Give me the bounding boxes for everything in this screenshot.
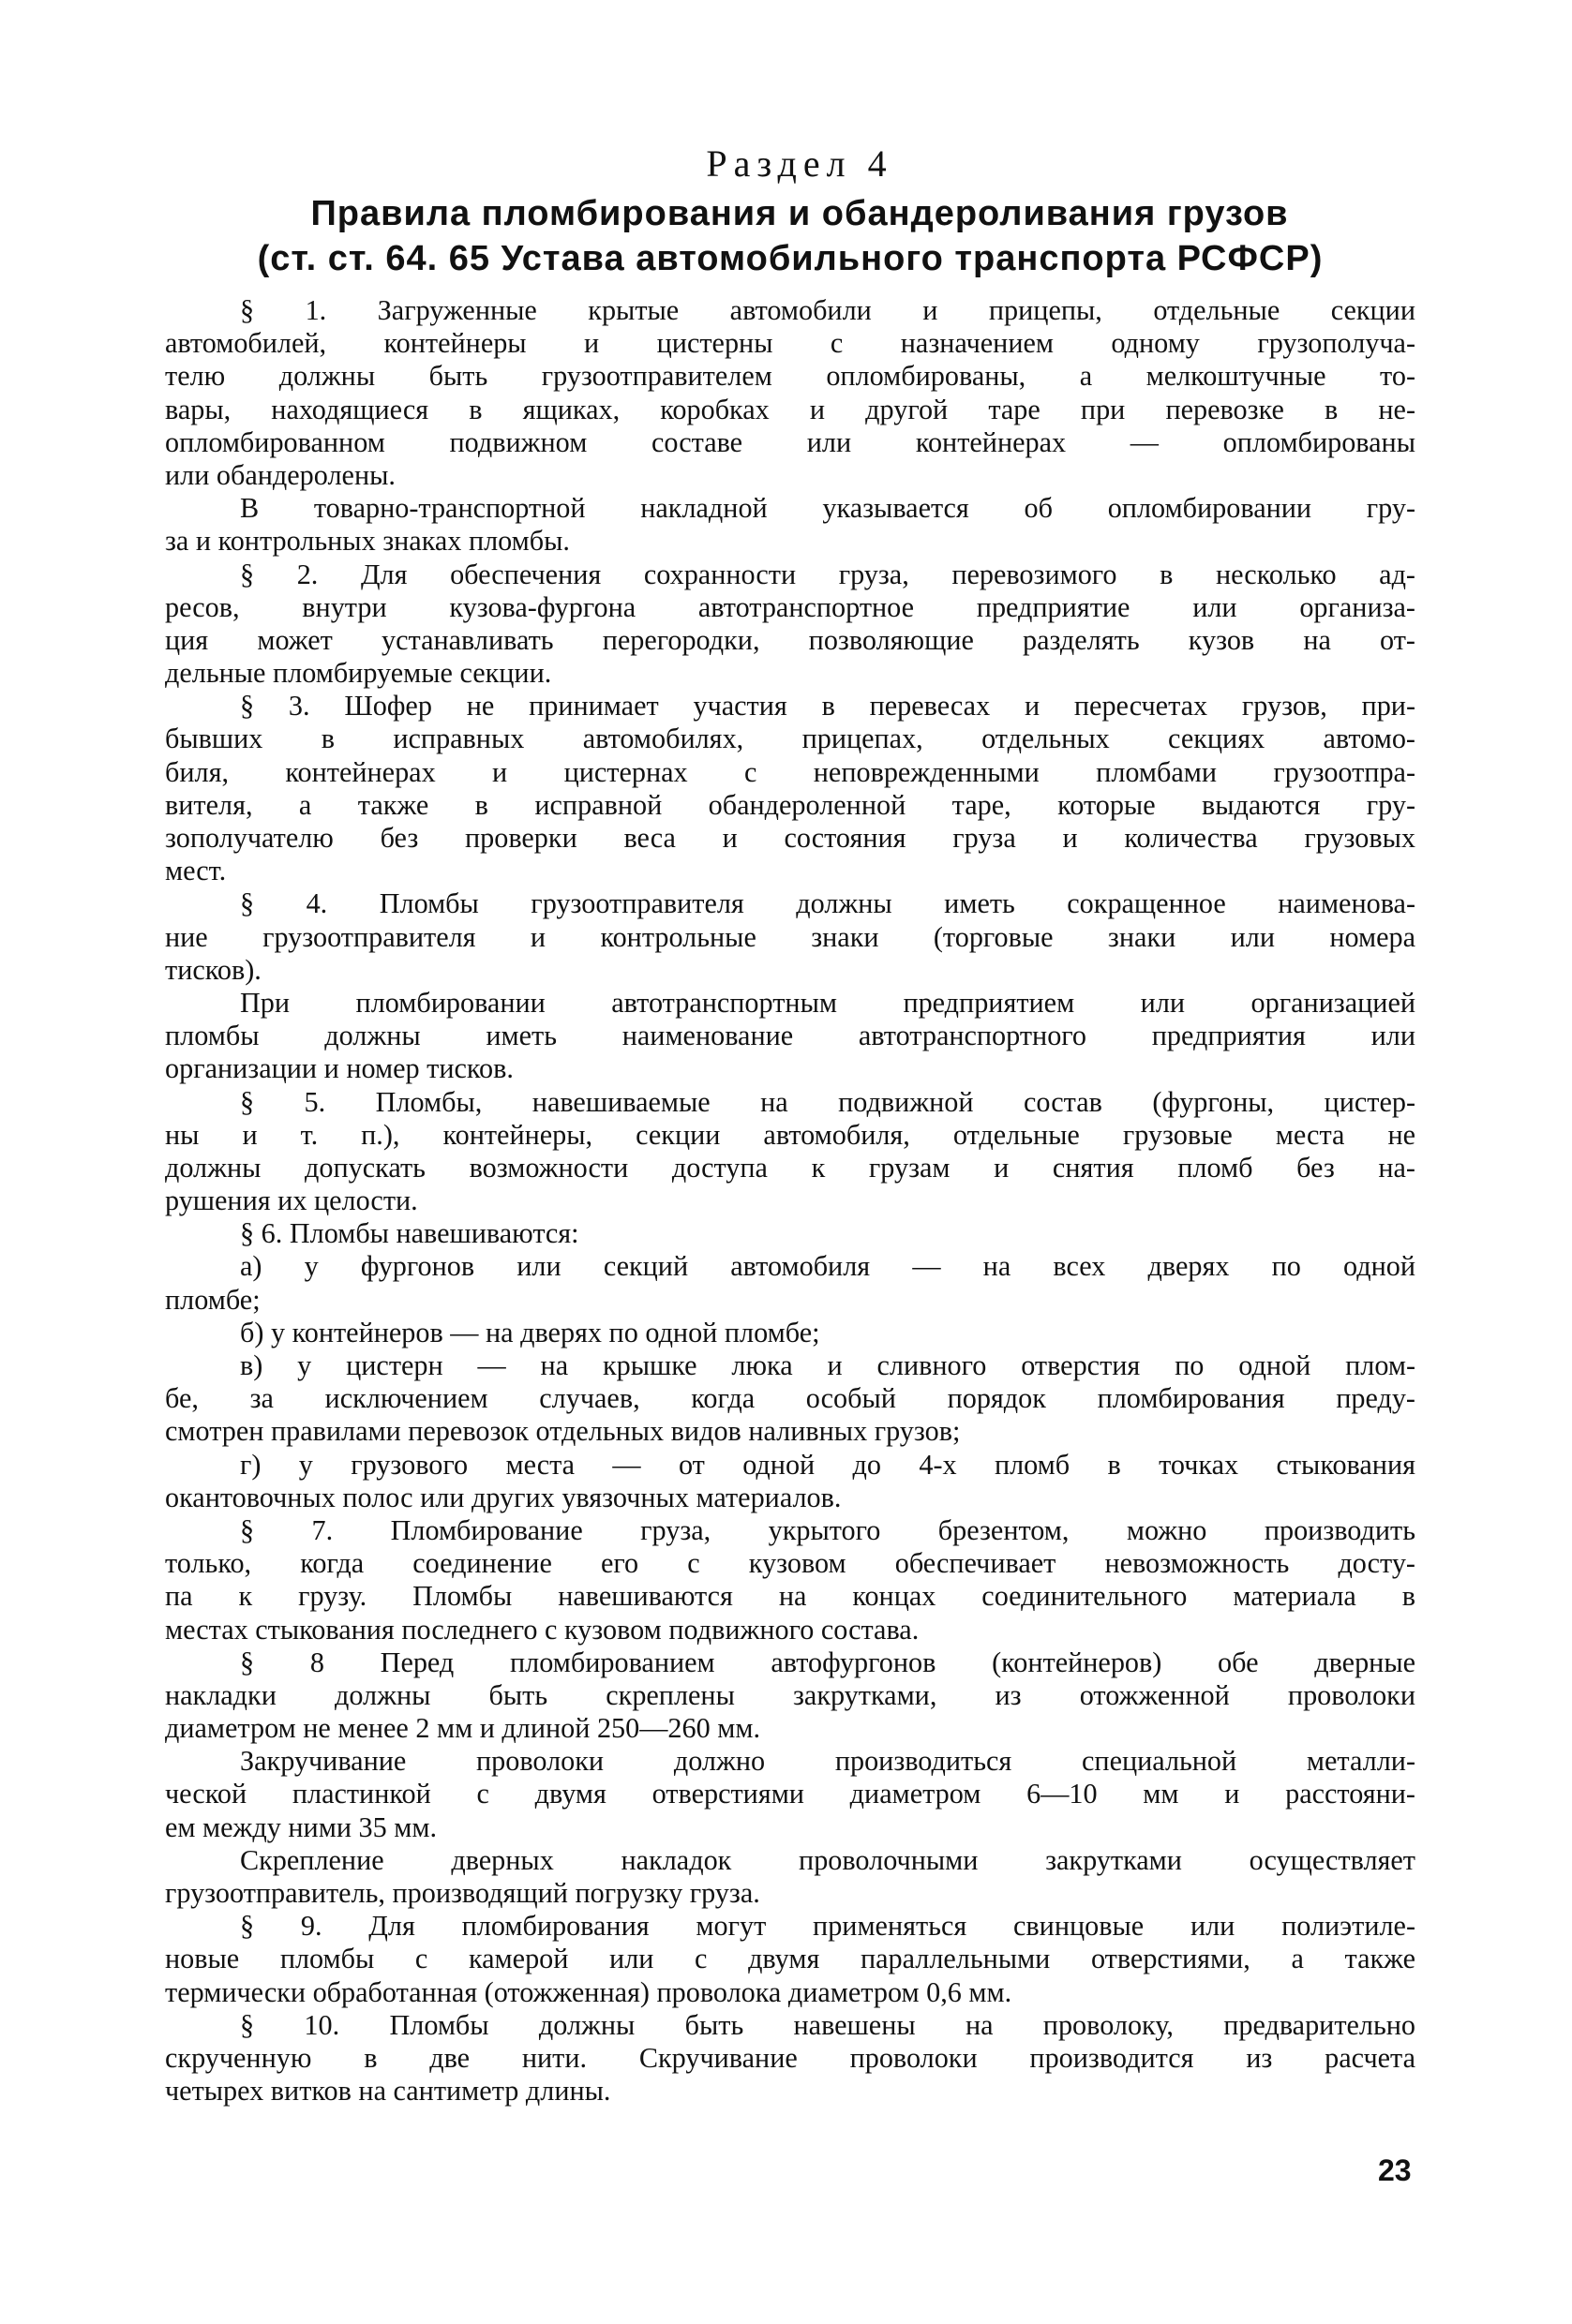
page-number: 23 <box>1378 2153 1412 2187</box>
text-line: § 6. Пломбы навешиваются: <box>240 1217 579 1250</box>
text-line: окантовочных полос или других увязочных материалов. <box>165 1481 842 1513</box>
text-line: § 2. Для обеспечения сохранности груза, перевозимого в несколько ад- <box>240 558 1415 590</box>
text-line: § 3. Шофер не принимает участия в перевесах и пересчетах грузов, при- <box>240 690 1415 723</box>
text-line: биля, контейнерах и цистернах с неповрежденными пломбами грузоотпра- <box>165 755 1415 788</box>
text-line: мест. <box>165 855 227 887</box>
text-line: § 4. Пломбы грузоотправителя должны иметь сокращенное наименова- <box>240 887 1415 920</box>
text-line: только, когда соединение его с кузовом обеспечивает невозможность досту- <box>165 1547 1415 1580</box>
text-line: скрученную в две нити. Скручивание проволоки производится из расчета <box>165 2041 1415 2074</box>
text-line: ресов, внутри кузова-фургона автотранспортное предприятие или организа- <box>165 590 1415 623</box>
text-line: телю должны быть грузоотправителем опломбированы, а мелкоштучные то- <box>165 360 1415 393</box>
text-line: автомобилей, контейнеры и цистерны с назначением одному грузополуча- <box>165 327 1415 360</box>
text-line: четырех витков на сантиметр длины. <box>165 2075 611 2108</box>
text-line: § 7. Пломбирование груза, укрытого брезентом, можно производить <box>240 1513 1415 1546</box>
text-line: диаметром не менее 2 мм и длиной 250—260 мм. <box>165 1712 761 1745</box>
text-line: за и контрольных знаках пломбы. <box>165 525 570 558</box>
text-line: б) у контейнеров — на дверях по одной пломбе; <box>240 1316 820 1348</box>
text-line: или обандеролены. <box>165 458 396 491</box>
text-line: § 1. Загруженные крытые автомобили и прицепы, отдельные секции <box>240 294 1415 326</box>
text-line: местах стыкования последнего с кузовом подвижного состава. <box>165 1613 920 1646</box>
text-line: в) у цистерн — на крышке люка и сливного отверстия по одной плом- <box>240 1349 1415 1381</box>
body-text <box>165 294 1415 2108</box>
page-content <box>165 141 1415 2108</box>
text-line: смотрен правилами перевозок отдельных видов наливных грузов; <box>165 1415 961 1448</box>
text-line: ческой пластинкой с двумя отверстиями диаметром 6—10 мм и расстояни- <box>165 1778 1415 1810</box>
text-line: па к грузу. Пломбы навешиваются на концах соединительного материала в <box>165 1580 1415 1613</box>
text-line: § 5. Пломбы, навешиваемые на подвижной состав (фургоны, цистер- <box>240 1085 1415 1118</box>
text-line: пломбы должны иметь наименование автотранспортного предприятия или <box>165 1020 1415 1052</box>
text-line: тисков). <box>165 953 262 986</box>
text-line: При пломбировании автотранспортным предприятием или организацией <box>240 986 1415 1019</box>
text-line: новые пломбы с камерой или с двумя параллельными отверстиями, а также <box>165 1943 1415 1975</box>
text-line: § 8 Перед пломбированием автофургонов (контейнеров) обе дверные <box>240 1646 1415 1678</box>
section-title-line-2: (ст. ст. 64. 65 Устава автомобильного транспорта РСФСР) <box>257 239 1324 278</box>
text-line: Закручивание проволоки должно производиться специальной металли- <box>240 1745 1415 1778</box>
text-line: ние грузоотправителя и контрольные знаки (торговые знаки или номера <box>165 920 1415 953</box>
text-line: ция может устанавливать перегородки, позволяющие разделять кузов на от- <box>165 623 1415 656</box>
text-line: а) у фургонов или секций автомобиля — на всех дверях по одной <box>240 1250 1415 1283</box>
section-label: Раздел 4 <box>706 142 893 185</box>
text-line: должны допускать возможности доступа к грузам и снятия пломб без на- <box>165 1151 1415 1184</box>
text-line: вары, находящиеся в ящиках, коробках и другой таре при перевозке в не- <box>165 393 1415 425</box>
text-line: бе, за исключением случаев, когда особый порядок пломбирования преду- <box>165 1382 1415 1415</box>
text-line: зополучателю без проверки веса и состояния груза и количества грузовых <box>165 822 1415 854</box>
text-line: накладки должны быть скреплены закрутками, из отожженной проволоки <box>165 1678 1415 1711</box>
text-line: дельные пломбируемые секции. <box>165 657 552 690</box>
text-line: рушения их целости. <box>165 1184 418 1217</box>
text-line: бывших в исправных автомобилях, прицепах, отдельных секциях автомо- <box>165 723 1415 755</box>
text-line: пломбе; <box>165 1283 261 1316</box>
text-line: вителя, а также в исправной обандероленной таре, которые выдаются гру- <box>165 788 1415 821</box>
text-line: Скрепление дверных накладок проволочными закрутками осуществляет <box>240 1843 1415 1876</box>
text-line: § 9. Для пломбирования могут применяться свинцовые или полиэтиле- <box>240 1910 1415 1943</box>
text-line: организации и номер тисков. <box>165 1052 514 1085</box>
text-line: В товарно-транспортной накладной указывается об опломбировании гру- <box>240 492 1415 525</box>
text-line: ны и т. п.), контейнеры, секции автомобиля, отдельные грузовые места не <box>165 1118 1415 1151</box>
text-line: опломбированном подвижном составе или контейнерах — опломбированы <box>165 425 1415 458</box>
text-line: ем между ними 35 мм. <box>165 1810 438 1843</box>
text-line: термически обработанная (отожженная) проволока диаметром 0,6 мм. <box>165 1975 1012 2008</box>
text-line: § 10. Пломбы должны быть навешены на проволоку, предварительно <box>240 2008 1415 2041</box>
text-line: г) у грузового места — от одной до 4-х пломб в точках стыкования <box>240 1448 1415 1481</box>
section-title-line-1: Правила пломбирования и обандероливания грузов <box>310 194 1289 233</box>
text-line: грузоотправитель, производящий погрузку груза. <box>165 1877 760 1909</box>
